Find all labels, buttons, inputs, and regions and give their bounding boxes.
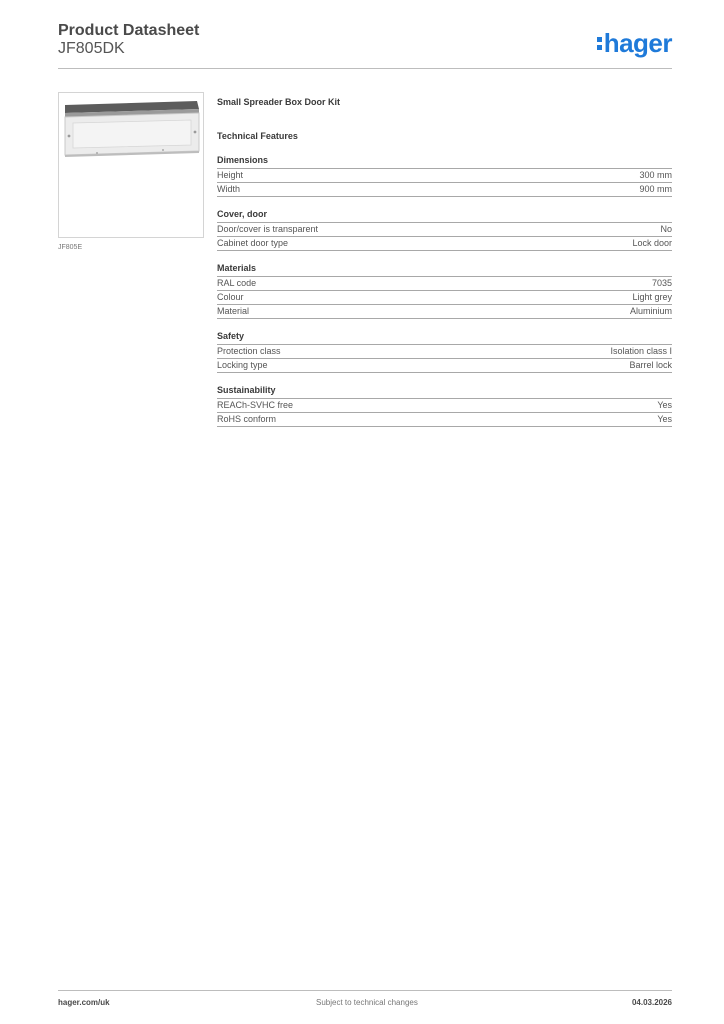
spec-label: Colour (217, 292, 244, 302)
spec-value: Light grey (632, 292, 672, 302)
technical-content (217, 95, 672, 427)
spec-value: Lock door (632, 238, 672, 248)
section-title: Dimensions (217, 155, 672, 169)
spec-label: Locking type (217, 360, 268, 370)
brand-logo-dots-icon (597, 34, 602, 53)
spec-row-colour (217, 291, 672, 305)
section-materials (217, 263, 672, 319)
spec-row-protection-class (217, 345, 672, 359)
spec-row-ral-code (217, 277, 672, 291)
spec-row-material (217, 305, 672, 319)
section-title: Materials (217, 263, 672, 277)
section-sustainability (217, 385, 672, 427)
document-title: Product Datasheet (58, 22, 200, 39)
spec-label: Width (217, 184, 241, 194)
spec-label: REACh-SVHC free (217, 400, 294, 410)
technical-features-heading: Technical Features (217, 131, 298, 141)
footer-divider (58, 990, 672, 991)
product-name: Small Spreader Box Door Kit (217, 97, 341, 107)
spec-value: Yes (657, 414, 672, 424)
section-dimensions (217, 155, 672, 197)
spec-value: Yes (657, 400, 672, 410)
page-footer (58, 998, 672, 1012)
spec-value: No (660, 224, 672, 234)
spec-row-locking-type (217, 359, 672, 373)
product-photo-icon (59, 93, 203, 237)
spec-value: 7035 (651, 278, 672, 288)
spec-value: Isolation class I (610, 346, 672, 356)
spec-label: Height (217, 170, 244, 180)
product-image (58, 92, 204, 238)
spec-row-rohs (217, 413, 672, 427)
spec-value: Barrel lock (629, 360, 672, 370)
footer-date: 04.03.2026 (631, 998, 672, 1007)
section-cover-door (217, 209, 672, 251)
spec-row-width (217, 183, 672, 197)
spec-label: Protection class (217, 346, 281, 356)
brand-logo-text: hager (603, 28, 672, 58)
spec-value: Aluminium (629, 306, 672, 316)
spec-row-door-type (217, 237, 672, 251)
section-safety (217, 331, 672, 373)
image-caption: JF805E (58, 244, 83, 251)
page-header (58, 20, 672, 68)
spec-label: Material (217, 306, 250, 316)
section-title: Cover, door (217, 209, 672, 223)
spec-row-transparent (217, 223, 672, 237)
spec-row-reach-svhc (217, 399, 672, 413)
spec-row-height (217, 169, 672, 183)
spec-label: Cabinet door type (217, 238, 289, 248)
spec-label: RAL code (217, 278, 257, 288)
footer-website-link[interactable]: hager.com/uk (58, 998, 110, 1007)
section-title: Sustainability (217, 385, 672, 399)
spec-value: 900 mm (639, 184, 672, 194)
header-divider (58, 68, 672, 69)
footer-disclaimer: Subject to technical changes (316, 998, 418, 1007)
product-code: JF805DK (58, 40, 125, 57)
section-title: Safety (217, 331, 672, 345)
spec-value: 300 mm (639, 170, 672, 180)
brand-logo (597, 28, 672, 59)
spec-label: RoHS conform (217, 414, 277, 424)
spec-label: Door/cover is transparent (217, 224, 319, 234)
